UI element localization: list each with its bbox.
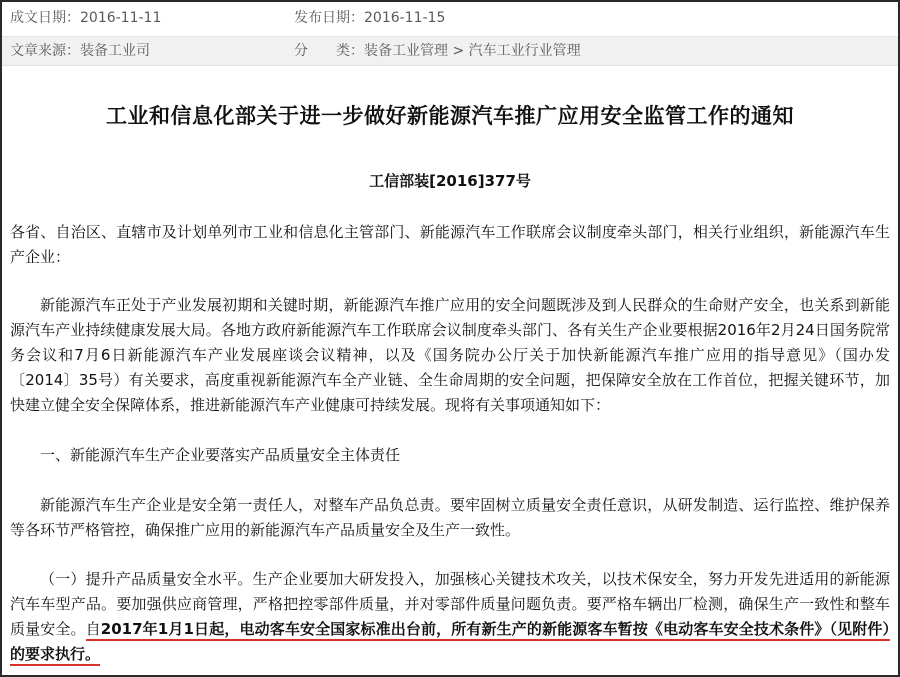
highlight-effective-date: 2017年1月1日 xyxy=(101,620,209,641)
written-date-value: 2016-11-11 xyxy=(80,10,162,26)
written-date xyxy=(10,4,161,32)
page-title: 工业和信息化部关于进一步做好新能源汽车推广应用安全监管工作的通知 xyxy=(106,104,794,128)
addressee-paragraph: 各省、自治区、直辖市及计划单列市工业和信息化主管部门、新能源汽车工作联席会议制度牵头部门，相关行业组织，新能源汽车生产企业： xyxy=(10,223,890,266)
body-paragraph-2 xyxy=(10,567,890,667)
article-source xyxy=(10,37,150,65)
category-value: 装备工业管理 > 汽车工业行业管理 xyxy=(364,43,581,59)
section-heading: 一、新能源汽车生产企业要落实产品质量安全主体责任 xyxy=(40,446,401,464)
meta-source-row xyxy=(2,36,898,66)
document-number: 工信部装[2016]377号 xyxy=(369,172,531,190)
source-label: 文章来源： xyxy=(10,43,80,59)
body-paragraph-1: 新能源汽车生产企业是安全第一责任人，对整车产品负总责。要牢固树立质量安全责任意识，从研发制造、运行监控、维护保养等各环节严格管控，确保推广应用的新能源汽车产品质量安全及生产一致性。 xyxy=(10,496,890,539)
written-date-label: 成文日期： xyxy=(10,10,80,26)
meta-dates-row xyxy=(2,4,898,32)
body2-lead: （一）提升产品质量安全水平。生产企业要加大研发投入，加强核心关键技术攻关，以技术保安全，努力开发先进适用的新能源汽车车型产品。要加强供应商管理，严格把控零部件质量，并对零部件质量问题负责。要严格车辆出厂检测，确保生产一致性和整车质量安全。 xyxy=(10,570,890,638)
highlight-requirement: 起，电动客车安全国家标准出台前，所有新生产的新能源客车暂按《电动客车安全技术条件》（见附件）的要求执行。 xyxy=(10,620,890,666)
published-date-value: 2016-11-15 xyxy=(364,10,446,26)
intro-paragraph: 新能源汽车正处于产业发展初期和关键时期，新能源汽车推广应用的安全问题既涉及到人民群众的生命财产安全，也关系到新能源汽车产业持续健康发展大局。各地方政府新能源汽车工作联席会议制度牵头部门、各有关生产企业要根据2016年2月24日国务院常务会议和7月6日新能源汽车产业发展座谈会议精神，以及《国务院办公厅关于加快新能源汽车推广应用的指导意见》（国办发〔2014〕35号）有关要求，高度重视新能源汽车全产业链、全生命周期的安全问题，把保障安全放在工作首位，把握关键环节，加快建立健全安全保障体系，推进新能源汽车产业健康可持续发展。现将有关事项通知如下： xyxy=(10,296,890,414)
published-date-label: 发布日期： xyxy=(294,10,364,26)
source-value: 装备工业司 xyxy=(80,43,150,59)
article-category xyxy=(294,37,581,65)
published-date xyxy=(294,4,445,32)
category-label: 分 类： xyxy=(294,43,364,59)
highlight-from: 自 xyxy=(86,620,101,641)
